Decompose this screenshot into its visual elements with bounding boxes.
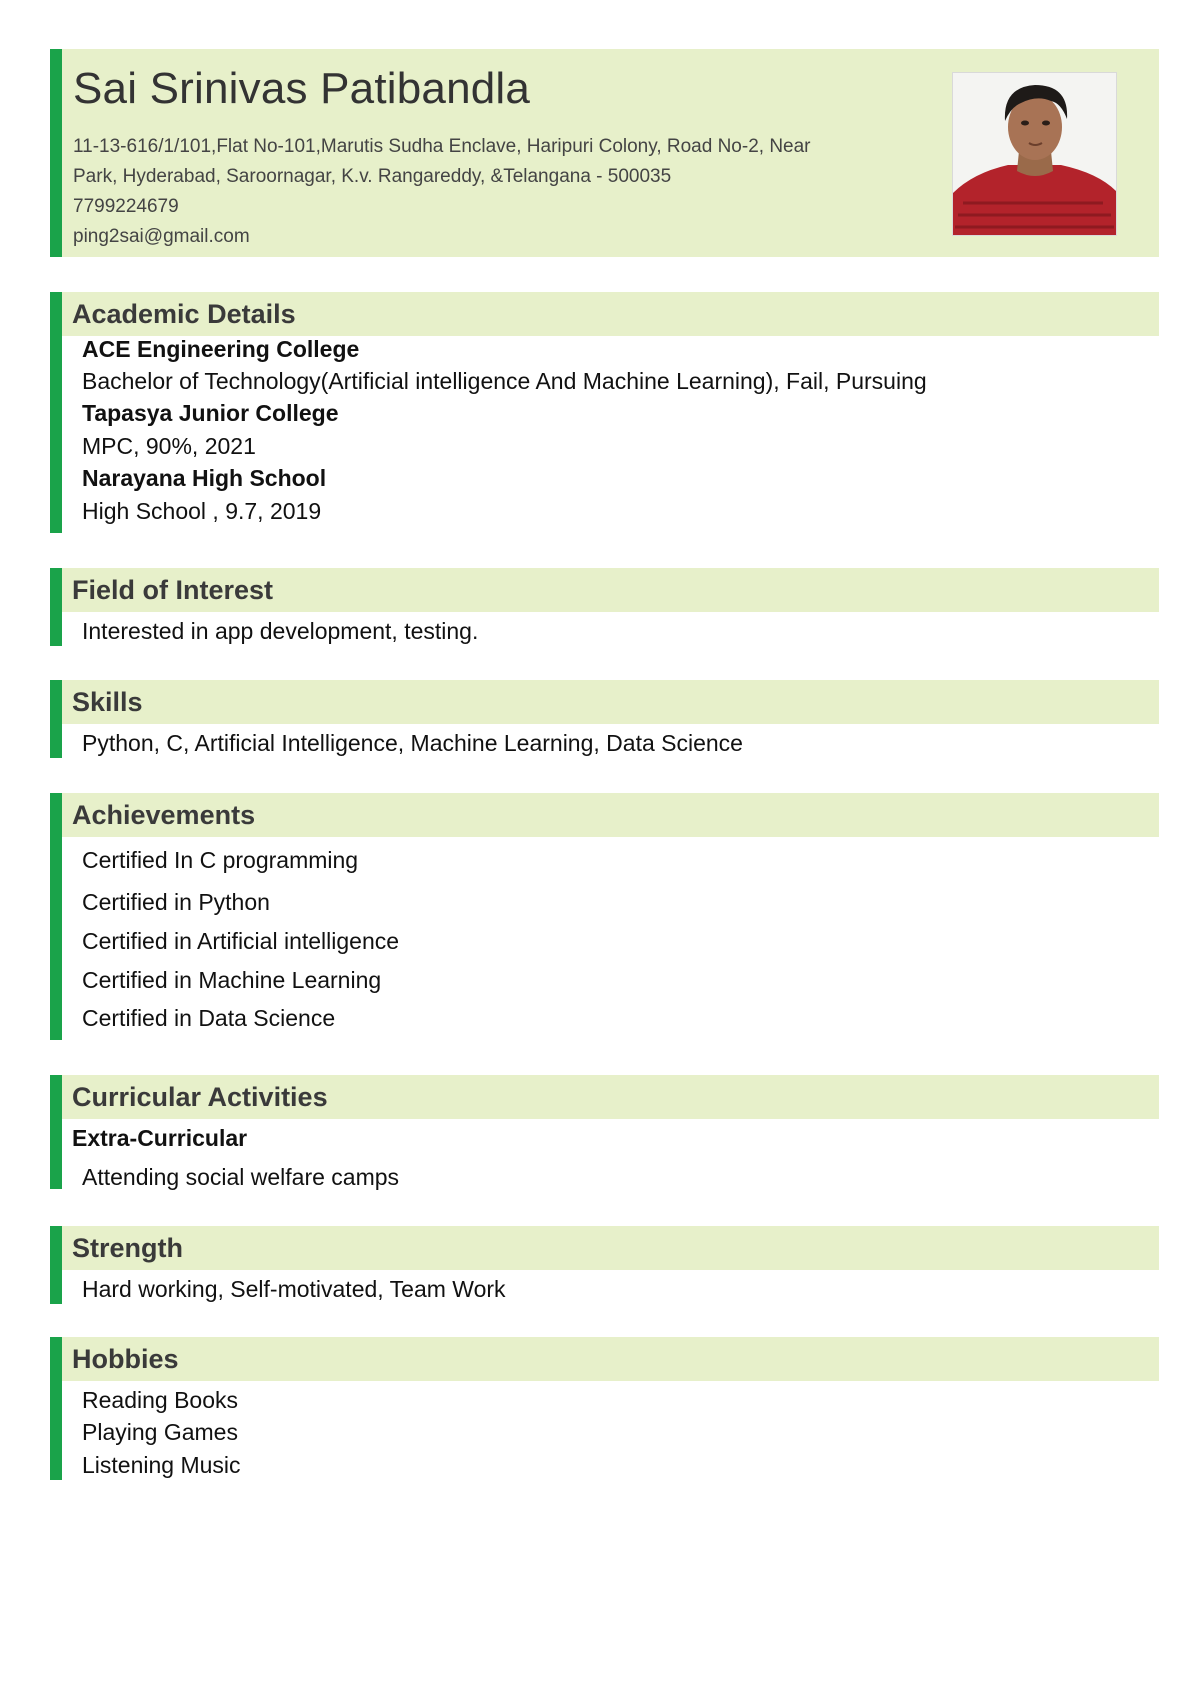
section-title: Strength	[72, 1233, 183, 1263]
curricular-text: Attending social welfare camps	[82, 1164, 400, 1190]
section-achievements	[50, 793, 1159, 1040]
contact-block	[73, 132, 893, 252]
section-title: Skills	[72, 687, 143, 717]
accent-bar	[50, 49, 62, 257]
phone-number: 7799224679	[73, 196, 179, 217]
accent-bar	[50, 568, 62, 646]
accent-bar	[50, 292, 62, 533]
section-title: Curricular Activities	[72, 1082, 328, 1112]
section-hobbies	[50, 1337, 1159, 1480]
section-title: Achievements	[72, 800, 256, 830]
list-item: Reading Books	[82, 1387, 238, 1413]
accent-bar	[50, 793, 62, 1040]
resume-header	[50, 49, 1159, 257]
list-item: Certified in Python	[82, 889, 270, 915]
profile-photo-portrait	[953, 73, 1116, 235]
candidate-name: Sai Srinivas Patibandla	[73, 64, 531, 113]
list-item: Certified in Machine Learning	[82, 967, 382, 993]
section-strength	[50, 1226, 1159, 1304]
address-line-2: Park, Hyderabad, Saroornagar, K.v. Rangareddy, &Telangana - 500035	[73, 166, 672, 187]
accent-bar	[50, 1226, 62, 1304]
section-header	[62, 680, 1159, 724]
school-detail: Bachelor of Technology(Artificial intelligence And Machine Learning), Fail, Pursuing	[82, 368, 927, 394]
school-name: Tapasya Junior College	[82, 400, 339, 426]
list-item: Playing Games	[82, 1419, 238, 1445]
address-line-1: 11-13-616/1/101,Flat No-101,Marutis Sudha Enclave, Haripuri Colony, Road No-2, Near	[73, 136, 811, 157]
strength-text: Hard working, Self-motivated, Team Work	[82, 1276, 506, 1302]
profile-photo	[952, 72, 1117, 236]
list-item: Certified in Data Science	[82, 1005, 336, 1031]
section-header	[62, 1075, 1159, 1119]
section-header	[62, 568, 1159, 612]
curricular-subtitle: Extra-Curricular	[72, 1125, 248, 1151]
section-title: Field of Interest	[72, 575, 274, 605]
section-interest	[50, 568, 1159, 646]
section-curricular	[50, 1075, 1159, 1189]
list-item: Certified In C programming	[82, 847, 359, 873]
list-item: Certified in Artificial intelligence	[82, 928, 400, 954]
section-title: Academic Details	[72, 299, 296, 329]
section-title: Hobbies	[72, 1344, 179, 1374]
interest-text: Interested in app development, testing.	[82, 618, 479, 644]
school-name: ACE Engineering College	[82, 336, 360, 362]
accent-bar	[50, 1075, 62, 1189]
section-skills	[50, 680, 1159, 758]
list-item: Listening Music	[82, 1452, 241, 1478]
school-detail: High School , 9.7, 2019	[82, 498, 322, 524]
section-header	[62, 1337, 1159, 1381]
accent-bar	[50, 1337, 62, 1480]
school-detail: MPC, 90%, 2021	[82, 433, 256, 459]
section-header	[62, 1226, 1159, 1270]
section-header	[62, 292, 1159, 336]
section-academic	[50, 292, 1159, 533]
section-header	[62, 793, 1159, 837]
school-name: Narayana High School	[82, 465, 327, 491]
skills-text: Python, C, Artificial Intelligence, Machine Learning, Data Science	[82, 730, 743, 756]
accent-bar	[50, 680, 62, 758]
email-address: ping2sai@gmail.com	[73, 226, 250, 247]
